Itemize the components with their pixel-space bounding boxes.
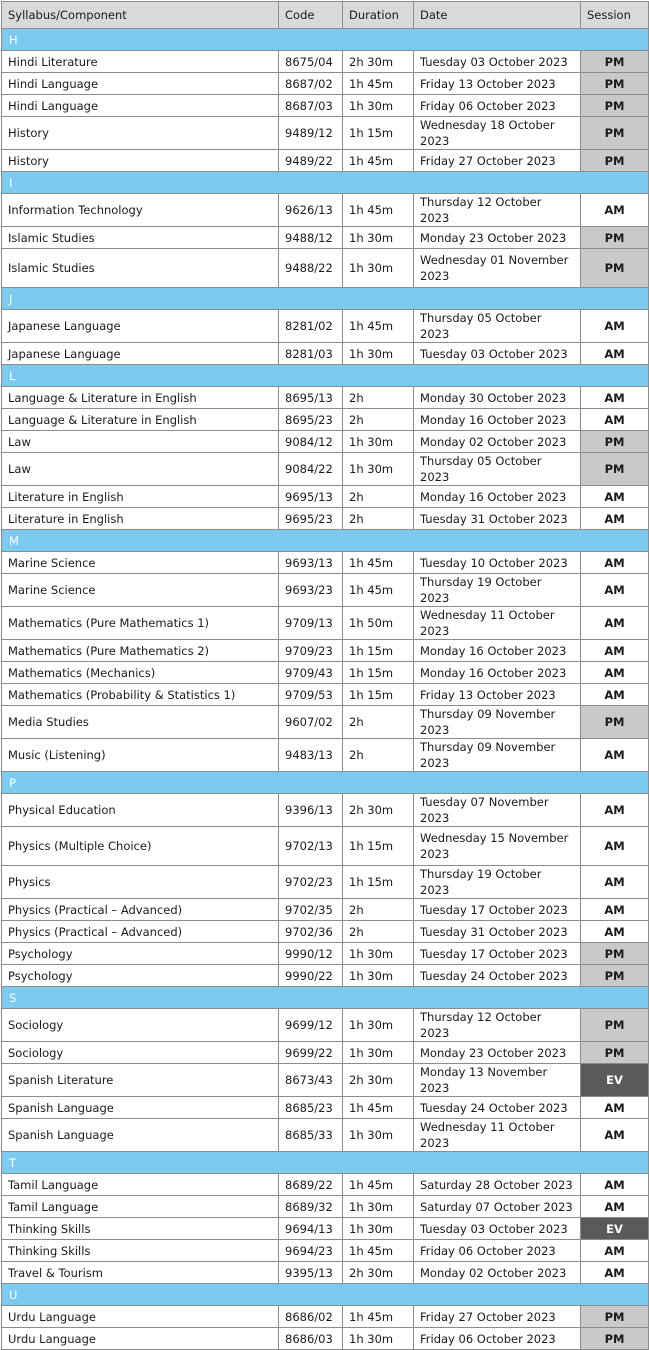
cell-syllabus: Psychology [2,965,279,987]
cell-duration: 1h 45m [343,194,414,227]
cell-session: AM [581,739,649,772]
cell-syllabus: Islamic Studies [2,249,279,288]
cell-date: Thursday 12 October 2023 [414,194,581,227]
cell-session: PM [581,73,649,95]
table-row [2,1240,649,1262]
letter-group-row [2,772,649,794]
cell-date: Tuesday 17 October 2023 [414,899,581,921]
cell-syllabus: Thinking Skills [2,1240,279,1262]
cell-syllabus: History [2,150,279,172]
cell-date: Thursday 19 October 2023 [414,574,581,607]
table-row [2,249,649,288]
cell-session: AM [581,1119,649,1152]
cell-date: Friday 27 October 2023 [414,150,581,172]
letter-group-label: S [2,987,649,1009]
table-row [2,194,649,227]
cell-code: 9702/36 [279,921,343,943]
cell-session: AM [581,1196,649,1218]
column-header-syllabus: Syllabus/Component [2,2,279,29]
table-row [2,552,649,574]
cell-session: AM [581,1262,649,1284]
cell-date: Wednesday 18 October 2023 [414,117,581,150]
cell-syllabus: Spanish Language [2,1097,279,1119]
table-row [2,1218,649,1240]
cell-date: Thursday 12 October 2023 [414,1009,581,1042]
table-row [2,706,649,739]
cell-code: 9488/12 [279,227,343,249]
cell-duration: 2h [343,899,414,921]
cell-code: 9693/13 [279,552,343,574]
cell-duration: 1h 45m [343,552,414,574]
cell-syllabus: Physics (Multiple Choice) [2,827,279,866]
cell-date: Tuesday 07 November 2023 [414,794,581,827]
cell-code: 8281/02 [279,310,343,343]
cell-session: AM [581,343,649,365]
letter-group-label: J [2,288,649,310]
cell-session: PM [581,150,649,172]
timetable-body [2,29,649,1350]
cell-date: Tuesday 24 October 2023 [414,1097,581,1119]
cell-syllabus: Tamil Language [2,1174,279,1196]
cell-session: AM [581,684,649,706]
cell-syllabus: Physics (Practical – Advanced) [2,899,279,921]
cell-date: Monday 23 October 2023 [414,227,581,249]
cell-session: AM [581,1174,649,1196]
cell-session: AM [581,194,649,227]
cell-syllabus: Psychology [2,943,279,965]
cell-code: 9699/22 [279,1042,343,1064]
table-row [2,899,649,921]
cell-date: Monday 13 November 2023 [414,1064,581,1097]
letter-group-label: P [2,772,649,794]
cell-date: Friday 06 October 2023 [414,1328,581,1350]
cell-duration: 1h 50m [343,607,414,640]
cell-session: AM [581,662,649,684]
table-row [2,73,649,95]
column-header-code: Code [279,2,343,29]
cell-date: Friday 13 October 2023 [414,684,581,706]
cell-code: 9084/22 [279,453,343,486]
cell-date: Tuesday 17 October 2023 [414,943,581,965]
cell-syllabus: History [2,117,279,150]
cell-syllabus: Thinking Skills [2,1218,279,1240]
cell-duration: 1h 15m [343,662,414,684]
cell-code: 8695/23 [279,409,343,431]
cell-date: Thursday 09 November 2023 [414,706,581,739]
cell-session: AM [581,640,649,662]
cell-session: PM [581,1042,649,1064]
cell-duration: 1h 30m [343,1119,414,1152]
cell-syllabus: Travel & Tourism [2,1262,279,1284]
cell-session: PM [581,51,649,73]
cell-syllabus: Sociology [2,1009,279,1042]
cell-code: 9693/23 [279,574,343,607]
table-row [2,1097,649,1119]
cell-duration: 1h 45m [343,1174,414,1196]
cell-session: PM [581,965,649,987]
table-row [2,310,649,343]
letter-group-row [2,987,649,1009]
cell-code: 8673/43 [279,1064,343,1097]
table-header-row [2,2,649,29]
cell-syllabus: Mathematics (Pure Mathematics 1) [2,607,279,640]
cell-code: 9990/12 [279,943,343,965]
cell-code: 9084/12 [279,431,343,453]
cell-session: AM [581,574,649,607]
cell-syllabus: Language & Literature in English [2,387,279,409]
cell-date: Saturday 28 October 2023 [414,1174,581,1196]
cell-duration: 1h 30m [343,965,414,987]
cell-duration: 1h 45m [343,150,414,172]
cell-date: Monday 02 October 2023 [414,431,581,453]
table-row [2,574,649,607]
table-row [2,1328,649,1350]
cell-syllabus: Spanish Literature [2,1064,279,1097]
cell-duration: 2h 30m [343,1262,414,1284]
cell-code: 9709/53 [279,684,343,706]
cell-duration: 2h [343,486,414,508]
cell-date: Wednesday 15 November 2023 [414,827,581,866]
cell-code: 9489/22 [279,150,343,172]
letter-group-label: L [2,365,649,387]
table-row [2,827,649,866]
letter-group-row [2,1284,649,1306]
cell-session: EV [581,1064,649,1097]
cell-duration: 1h 15m [343,684,414,706]
cell-duration: 1h 30m [343,1196,414,1218]
cell-duration: 1h 45m [343,1097,414,1119]
table-row [2,1306,649,1328]
cell-code: 9607/02 [279,706,343,739]
cell-syllabus: Law [2,453,279,486]
table-row [2,51,649,73]
letter-group-label: U [2,1284,649,1306]
cell-code: 9489/12 [279,117,343,150]
cell-duration: 1h 45m [343,310,414,343]
cell-code: 9488/22 [279,249,343,288]
exam-timetable [1,1,649,1350]
cell-syllabus: Mathematics (Mechanics) [2,662,279,684]
cell-duration: 1h 30m [343,1328,414,1350]
cell-duration: 1h 30m [343,1009,414,1042]
cell-session: AM [581,409,649,431]
cell-code: 9702/35 [279,899,343,921]
cell-date: Monday 23 October 2023 [414,1042,581,1064]
cell-date: Monday 16 October 2023 [414,409,581,431]
table-row [2,1042,649,1064]
cell-duration: 1h 30m [343,1218,414,1240]
table-row [2,1064,649,1097]
cell-session: AM [581,899,649,921]
cell-code: 9699/12 [279,1009,343,1042]
table-row [2,95,649,117]
cell-duration: 2h [343,387,414,409]
table-row [2,866,649,899]
cell-syllabus: Marine Science [2,574,279,607]
letter-group-row [2,365,649,387]
letter-group-row [2,1152,649,1174]
cell-date: Tuesday 24 October 2023 [414,965,581,987]
cell-syllabus: Mathematics (Probability & Statistics 1) [2,684,279,706]
cell-duration: 1h 30m [343,227,414,249]
cell-syllabus: Japanese Language [2,343,279,365]
cell-syllabus: Urdu Language [2,1306,279,1328]
column-header-date: Date [414,2,581,29]
cell-date: Wednesday 11 October 2023 [414,1119,581,1152]
cell-code: 8281/03 [279,343,343,365]
cell-code: 9702/23 [279,866,343,899]
table-row [2,1262,649,1284]
cell-code: 9626/13 [279,194,343,227]
cell-syllabus: Marine Science [2,552,279,574]
letter-group-row [2,288,649,310]
cell-session: PM [581,431,649,453]
cell-date: Friday 27 October 2023 [414,1306,581,1328]
cell-session: PM [581,1328,649,1350]
cell-date: Monday 16 October 2023 [414,640,581,662]
cell-session: PM [581,95,649,117]
cell-session: AM [581,310,649,343]
cell-duration: 1h 15m [343,827,414,866]
cell-code: 8675/04 [279,51,343,73]
cell-code: 8685/23 [279,1097,343,1119]
cell-session: AM [581,387,649,409]
cell-code: 9395/13 [279,1262,343,1284]
cell-date: Friday 13 October 2023 [414,73,581,95]
table-row [2,607,649,640]
table-row [2,921,649,943]
cell-syllabus: Sociology [2,1042,279,1064]
cell-code: 8695/13 [279,387,343,409]
cell-duration: 2h [343,706,414,739]
table-row [2,150,649,172]
cell-date: Tuesday 10 October 2023 [414,552,581,574]
cell-session: AM [581,1097,649,1119]
table-row [2,1174,649,1196]
cell-session: AM [581,794,649,827]
cell-syllabus: Music (Listening) [2,739,279,772]
cell-syllabus: Japanese Language [2,310,279,343]
table-row [2,227,649,249]
cell-date: Tuesday 31 October 2023 [414,921,581,943]
cell-syllabus: Literature in English [2,486,279,508]
cell-syllabus: Physics [2,866,279,899]
cell-date: Thursday 05 October 2023 [414,310,581,343]
cell-syllabus: Language & Literature in English [2,409,279,431]
table-row [2,739,649,772]
column-header-duration: Duration [343,2,414,29]
column-header-session: Session [581,2,649,29]
table-row [2,117,649,150]
cell-date: Thursday 09 November 2023 [414,739,581,772]
cell-session: PM [581,943,649,965]
cell-code: 8687/03 [279,95,343,117]
cell-code: 9702/13 [279,827,343,866]
cell-syllabus: Mathematics (Pure Mathematics 2) [2,640,279,662]
cell-syllabus: Hindi Language [2,95,279,117]
table-row [2,1196,649,1218]
cell-duration: 1h 15m [343,866,414,899]
cell-date: Tuesday 03 October 2023 [414,343,581,365]
cell-duration: 1h 15m [343,117,414,150]
table-row [2,1009,649,1042]
table-row [2,508,649,530]
cell-session: AM [581,508,649,530]
cell-syllabus: Hindi Language [2,73,279,95]
table-row [2,453,649,486]
cell-duration: 1h 45m [343,1306,414,1328]
cell-syllabus: Physical Education [2,794,279,827]
letter-group-label: I [2,172,649,194]
letter-group-row [2,530,649,552]
cell-date: Tuesday 03 October 2023 [414,1218,581,1240]
cell-syllabus: Media Studies [2,706,279,739]
cell-session: PM [581,1009,649,1042]
cell-session: AM [581,486,649,508]
cell-code: 9709/23 [279,640,343,662]
cell-date: Monday 16 October 2023 [414,486,581,508]
cell-date: Wednesday 01 November 2023 [414,249,581,288]
cell-syllabus: Tamil Language [2,1196,279,1218]
letter-group-row [2,172,649,194]
cell-duration: 2h [343,508,414,530]
cell-code: 9709/13 [279,607,343,640]
letter-group-label: T [2,1152,649,1174]
table-row [2,943,649,965]
cell-session: PM [581,1306,649,1328]
cell-code: 8687/02 [279,73,343,95]
cell-session: PM [581,706,649,739]
table-row [2,1119,649,1152]
cell-session: AM [581,607,649,640]
cell-syllabus: Urdu Language [2,1328,279,1350]
cell-duration: 1h 30m [343,343,414,365]
cell-date: Wednesday 11 October 2023 [414,607,581,640]
cell-code: 8689/22 [279,1174,343,1196]
table-row [2,409,649,431]
cell-session: PM [581,249,649,288]
cell-syllabus: Spanish Language [2,1119,279,1152]
cell-code: 9709/43 [279,662,343,684]
cell-session: AM [581,1240,649,1262]
cell-date: Monday 30 October 2023 [414,387,581,409]
cell-date: Friday 06 October 2023 [414,1240,581,1262]
cell-duration: 2h [343,921,414,943]
cell-duration: 1h 30m [343,943,414,965]
table-row [2,640,649,662]
cell-code: 9695/13 [279,486,343,508]
cell-session: PM [581,117,649,150]
cell-duration: 1h 30m [343,431,414,453]
cell-syllabus: Physics (Practical – Advanced) [2,921,279,943]
cell-duration: 2h 30m [343,51,414,73]
cell-duration: 1h 30m [343,249,414,288]
letter-group-label: M [2,530,649,552]
letter-group-label: H [2,29,649,51]
cell-duration: 1h 45m [343,574,414,607]
cell-code: 8686/02 [279,1306,343,1328]
cell-session: PM [581,227,649,249]
cell-date: Thursday 05 October 2023 [414,453,581,486]
cell-date: Friday 06 October 2023 [414,95,581,117]
table-row [2,343,649,365]
table-row [2,486,649,508]
cell-duration: 2h 30m [343,794,414,827]
cell-code: 8689/32 [279,1196,343,1218]
cell-session: AM [581,827,649,866]
cell-syllabus: Hindi Literature [2,51,279,73]
cell-duration: 1h 30m [343,1042,414,1064]
cell-date: Tuesday 31 October 2023 [414,508,581,530]
cell-duration: 1h 45m [343,73,414,95]
cell-duration: 1h 30m [343,453,414,486]
cell-session: AM [581,552,649,574]
table-row [2,684,649,706]
cell-syllabus: Information Technology [2,194,279,227]
cell-session: AM [581,866,649,899]
cell-session: EV [581,1218,649,1240]
cell-session: AM [581,921,649,943]
cell-date: Tuesday 03 October 2023 [414,51,581,73]
table-row [2,387,649,409]
cell-code: 9695/23 [279,508,343,530]
cell-syllabus: Literature in English [2,508,279,530]
table-row [2,431,649,453]
cell-code: 9483/13 [279,739,343,772]
cell-code: 9396/13 [279,794,343,827]
cell-duration: 1h 30m [343,95,414,117]
cell-session: PM [581,453,649,486]
cell-code: 9990/22 [279,965,343,987]
cell-syllabus: Islamic Studies [2,227,279,249]
cell-code: 8685/33 [279,1119,343,1152]
cell-duration: 1h 45m [343,1240,414,1262]
cell-date: Monday 02 October 2023 [414,1262,581,1284]
letter-group-row [2,29,649,51]
cell-duration: 2h [343,409,414,431]
table-row [2,794,649,827]
cell-date: Saturday 07 October 2023 [414,1196,581,1218]
cell-date: Monday 16 October 2023 [414,662,581,684]
cell-code: 9694/23 [279,1240,343,1262]
cell-code: 9694/13 [279,1218,343,1240]
cell-syllabus: Law [2,431,279,453]
cell-date: Thursday 19 October 2023 [414,866,581,899]
cell-duration: 1h 15m [343,640,414,662]
cell-duration: 2h [343,739,414,772]
table-row [2,662,649,684]
cell-code: 8686/03 [279,1328,343,1350]
cell-duration: 2h 30m [343,1064,414,1097]
table-row [2,965,649,987]
